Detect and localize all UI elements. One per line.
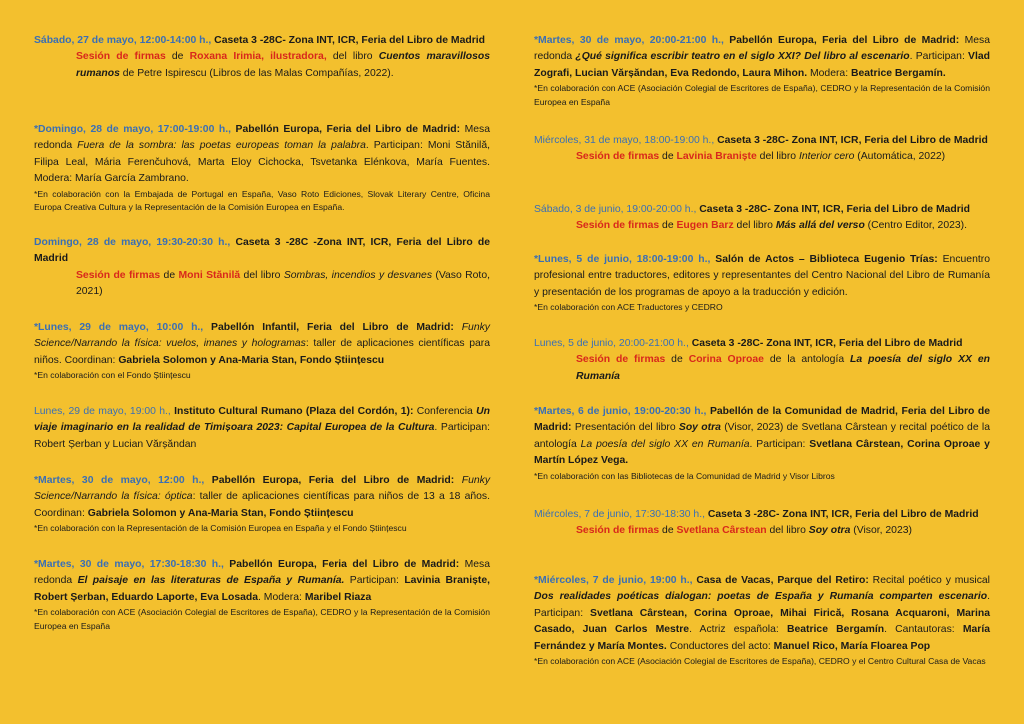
signing-label: Sesión de firmas <box>576 220 660 232</box>
author-name: Lavinia Braniște <box>676 151 757 163</box>
event-place: Pabellón Europa, Feria del Libro de Madrid: <box>223 559 460 570</box>
event-place: Pabellón de la Comunidad de Madrid, Feria del Libro de Madrid: <box>534 406 991 434</box>
event-title: ¿Qué significa escribir teatro en el siglo XXI? Del libro al escenario <box>575 51 910 63</box>
event-date: Lunes, 5 de junio, 20:00-21:00 h., <box>534 338 689 349</box>
collaboration-note: *En colaboración con ACE Traductores y CEDRO <box>534 302 723 313</box>
book-title: Soy otra <box>678 422 721 434</box>
signing-label: Sesión de firmas <box>76 269 161 281</box>
event-entry: *Domingo, 28 de mayo, 17:00-19:00 h., Pabellón Europa, Feria del Libro de Madrid: Mesa redonda Fuera de la sombra: las poetas europeas toman la palabra. Participan: Moni Stănilă, Filipa Leal, Mária Ferenčuhová, Marta Eloy Cichocka, Tsvetanka Elénkova, María Fuentes. Modera: María García Zambrano. *En colaboración con la Embajada de Portugal en España, Vaso Roto Ediciones, Slovak Literary Centre, Oficina Europa Creativa Cultura y la Representación de la Comisión Europea en España. <box>34 122 490 215</box>
collaboration-note: *En colaboración con la Representación de la Comisión Europea en España y el Fondo Științescu <box>34 523 407 534</box>
coordinators: Gabriela Solomon y Ana-Maria Stan, Fondo Științescu <box>87 507 354 519</box>
moderator: Maribel Riaza <box>304 591 372 603</box>
event-title: Un viaje imaginario en la realidad de Timișoara 2023: Capital Europea de la Cultura <box>34 406 490 434</box>
coordinators: Gabriela Solomon y Ana-Maria Stan, Fondo Științescu <box>118 354 385 366</box>
event-date: Sábado, 27 de mayo, 12:00-14:00 h., <box>34 35 212 46</box>
event-entry: *Martes, 30 de mayo, 20:00-21:00 h., Pabellón Europa, Feria del Libro de Madrid: Mesa redonda ¿Qué significa escribir teatro en el siglo XXI? Del libro al escenario. Participan: Vlad Zografi, Lucian Vărșăndan, Eva Redondo, Laura Mihon. Modera: Beatrice Bergamín. *En colaboración con ACE (Asociación Colegial de Escritores de España), CEDRO y la Representación de la Comisión Europea en España <box>534 33 990 109</box>
event-date: Miércoles, 31 de mayo, 18:00-19:00 h., <box>534 135 715 146</box>
event-title: Funky Science/Narrando la física: vuelos, imanes y hologramas <box>34 322 490 350</box>
event-title: El paisaje en las literaturas de España y Rumanía. <box>77 575 345 587</box>
event-place: Caseta 3 -28C- Zona INT, ICR, Feria del Libro de Madrid <box>211 35 485 46</box>
event-place: Pabellón Europa, Feria del Libro de Madrid: <box>231 124 461 135</box>
event-place: Caseta 3 -28C- Zona INT, ICR, Feria del Libro de Madrid <box>704 509 979 520</box>
event-entry: Sábado, 27 de mayo, 12:00-14:00 h., Caseta 3 -28C- Zona INT, ICR, Feria del Libro de Madrid Sesión de firmas de Roxana Irimia, ilustradora, del libro Cuentos maravillosos rumanos de Petre Ispirescu (Libros de las Malas Compañías, 2022). <box>34 35 490 79</box>
event-place: Pabellón Europa, Feria del Libro de Madrid: <box>723 35 960 46</box>
book-title: La poesía del siglo XX en Rumanía <box>576 354 990 382</box>
collaboration-note: *En colaboración con ACE (Asociación Colegial de Escritores de España), CEDRO y la Representación de la Comisión Europea en España <box>34 607 490 631</box>
collaboration-note: *En colaboración con el Fondo Științescu <box>34 370 191 381</box>
anthology-title: La poesía del siglo XX en Rumanía <box>580 438 750 450</box>
participants: Lavinia Braniște, Robert Șerban, Eduardo Laporte, Eva Losada <box>34 575 490 603</box>
participants: Svetlana Cârstean, Corina Oproae, Mihai Firică, Rosana Acquaroni, Marina Casado, Juan Carlos Mestre <box>534 607 990 636</box>
event-date: *Domingo, 28 de mayo, 17:00-19:00 h., <box>34 124 231 135</box>
moderator: Beatrice Bergamín. <box>851 67 946 79</box>
collaboration-note: *En colaboración con las Bibliotecas de la Comunidad de Madrid y Visor Libros <box>534 470 835 481</box>
author-name: Svetlana Cârstean <box>676 525 767 537</box>
event-entry: *Martes, 30 de mayo, 17:30-18:30 h., Pabellón Europa, Feria del Libro de Madrid: Mesa redonda El paisaje en las literaturas de España y Rumanía. Participan: Lavinia Braniște, Robert Șerban, Eduardo Laporte, Eva Losada. Modera: Maribel Riaza *En colaboración con ACE (Asociación Colegial de Escritores de España), CEDRO y la Representación de la Comisión Europea en España <box>34 557 490 633</box>
book-title: Soy otra <box>808 525 851 537</box>
hosts: Manuel Rico, María Floarea Pop <box>773 640 931 652</box>
signing-label: Sesión de firmas <box>76 51 166 63</box>
author-name: Corina Oproae <box>688 354 764 366</box>
event-place: Caseta 3 -28C- Zona INT, ICR, Feria del Libro de Madrid <box>714 135 988 146</box>
event-date: *Martes, 30 de mayo, 17:30-18:30 h., <box>34 559 224 570</box>
event-title: Dos realidades poéticas dialogan: poetas de España y Rumanía comparten escenario <box>534 591 988 603</box>
author-name: Eugen Barz <box>676 220 734 232</box>
singers: María Fernández y María Montes. <box>534 624 990 652</box>
event-date: *Martes, 30 de mayo, 12:00 h., <box>34 475 205 486</box>
participants: Svetlana Cârstean, Corina Oproae y Martín López Vega. <box>534 438 990 467</box>
book-title: Más allá del verso <box>775 220 865 232</box>
event-place: Pabellón Europa, Feria del Libro de Madrid: <box>204 475 455 486</box>
event-date: Lunes, 29 de mayo, 19:00 h., <box>34 406 171 417</box>
signing-label: Sesión de firmas <box>576 354 666 366</box>
actress: Beatrice Bergamín <box>786 624 885 636</box>
event-entry: *Lunes, 5 de junio, 18:00-19:00 h., Salón de Actos – Biblioteca Eugenio Trías: Encuentro profesional entre traductores, editores y representantes del Centro Nacional del Libro de Rumanía y presentación de los programas de apoyo a la traducción y edición. *En colaboración con ACE Traductores y CEDRO <box>534 252 990 315</box>
event-entry: Lunes, 29 de mayo, 19:00 h., Instituto Cultural Rumano (Plaza del Cordón, 1): Conferencia Un viaje imaginario en la realidad de Timișoara 2023: Capital Europea de la Cultura. Participan: Robert Șerban y Lucian Vărșăndan <box>34 406 490 450</box>
event-entry: *Lunes, 29 de mayo, 10:00 h., Pabellón Infantil, Feria del Libro de Madrid: Funky Science/Narrando la física: vuelos, imanes y hologramas: taller de aplicaciones científicas para niños. Coordinan: Gabriela Solomon y Ana-Maria Stan, Fondo Științescu *En colaboración con el Fondo Științescu <box>34 320 490 383</box>
event-place: Salón de Actos – Biblioteca Eugenio Trías: <box>710 254 938 265</box>
event-date: *Lunes, 29 de mayo, 10:00 h., <box>34 322 204 333</box>
event-entry: Sábado, 3 de junio, 19:00-20:00 h., Caseta 3 -28C- Zona INT, ICR, Feria del Libro de Madrid Sesión de firmas de Eugen Barz del libro Más allá del verso (Centro Editor, 2023). <box>534 204 971 232</box>
event-place: Caseta 3 -28C- Zona INT, ICR, Feria del Libro de Madrid <box>688 338 963 349</box>
event-date: *Lunes, 5 de junio, 18:00-19:00 h., <box>534 254 711 265</box>
book-title: Interior cero <box>798 151 855 163</box>
signing-label: Sesión de firmas <box>576 525 660 537</box>
event-entry: *Martes, 6 de junio, 19:00-20:30 h., Pabellón de la Comunidad de Madrid, Feria del Libro de Madrid: Presentación del libro Soy otra (Visor, 2023) de Svetlana Cârstean y recital poético de la antología La poesía del siglo XX en Rumanía. Participan: Svetlana Cârstean, Corina Oproae y Martín López Vega. *En colaboración con las Bibliotecas de la Comunidad de Madrid y Visor Libros <box>534 404 990 483</box>
event-date: *Miércoles, 7 de junio, 19:00 h., <box>534 575 693 586</box>
event-date: *Martes, 30 de mayo, 20:00-21:00 h., <box>534 35 724 46</box>
event-entry: Miércoles, 31 de mayo, 18:00-19:00 h., Caseta 3 -28C- Zona INT, ICR, Feria del Libro de Madrid Sesión de firmas de Lavinia Braniște del libro Interior cero (Automática, 2022) <box>534 135 988 163</box>
participants: Vlad Zografi, Lucian Vărșăndan, Eva Redondo, Laura Mihon. <box>534 51 990 79</box>
event-place: Caseta 3 -28C- Zona INT, ICR, Feria del Libro de Madrid <box>696 204 971 215</box>
event-place: Instituto Cultural Rumano (Plaza del Cordón, 1): <box>170 406 414 417</box>
signing-label: Sesión de firmas <box>576 151 660 163</box>
event-date: Sábado, 3 de junio, 19:00-20:00 h., <box>534 204 697 215</box>
author-name: Moni Stănilă <box>178 269 241 281</box>
book-title: Sombras, incendios y desvanes <box>283 269 433 281</box>
event-place: Casa de Vacas, Parque del Retiro: <box>692 575 869 586</box>
event-title: Fuera de la sombra: las poetas europeas toman la palabra <box>77 140 366 152</box>
book-title: Cuentos maravillosos rumanos <box>76 51 490 79</box>
author-name: Roxana Irimia, ilustradora, <box>189 51 327 63</box>
event-place: Caseta 3 -28C -Zona INT, ICR, Feria del Libro de Madrid <box>34 237 490 265</box>
event-date: *Martes, 6 de junio, 19:00-20:30 h., <box>534 406 707 417</box>
collaboration-note: *En colaboración con ACE (Asociación Colegial de Escritores de España), CEDRO y la Representación de la Comisión Europea en España <box>534 83 990 107</box>
event-entry: Domingo, 28 de mayo, 19:30-20:30 h., Caseta 3 -28C -Zona INT, ICR, Feria del Libro de Madrid Sesión de firmas de Moni Stănilă del libro Sombras, incendios y desvanes (Vaso Roto, 2021) <box>34 237 490 298</box>
event-entry: *Martes, 30 de mayo, 12:00 h., Pabellón Europa, Feria del Libro de Madrid: Funky Science/Narrando la física: óptica: taller de aplicaciones científicas para niños de 13 a 18 años. Coordinan: Gabriela Solomon y Ana-Maria Stan, Fondo Științescu *En colaboración con la Representación de la Comisión Europea en España y el Fondo Științescu <box>34 473 490 536</box>
event-date: Domingo, 28 de mayo, 19:30-20:30 h., <box>34 237 231 248</box>
event-entry: *Miércoles, 7 de junio, 19:00 h., Casa de Vacas, Parque del Retiro: Recital poético y musical Dos realidades poéticas dialogan: poetas de España y Rumanía comparten escenario. Participan: Svetlana Cârstean, Corina Oproae, Mihai Firică, Rosana Acquaroni, Marina Casado, Juan Carlos Mestre. Actriz española: Beatrice Bergamín. Cantautoras: María Fernández y María Montes. Conductores del acto: Manuel Rico, María Floarea Pop *En colaboración con ACE (Asociación Colegial de Escritores de España), CEDRO y el Centro Cultural Casa de Vacas <box>534 573 990 669</box>
event-date: Miércoles, 7 de junio, 17:30-18:30 h., <box>534 509 705 520</box>
event-entry: Miércoles, 7 de junio, 17:30-18:30 h., Caseta 3 -28C- Zona INT, ICR, Feria del Libro de Madrid Sesión de firmas de Svetlana Cârstean del libro Soy otra (Visor, 2023) <box>534 509 979 537</box>
event-title: Funky Science/Narrando la física: óptica <box>34 475 491 503</box>
event-place: Pabellón Infantil, Feria del Libro de Madrid: <box>203 322 454 333</box>
collaboration-note: *En colaboración con la Embajada de Portugal en España, Vaso Roto Ediciones, Slovak Literary Centre, Oficina Europa Creativa Cultura y la Representación de la Comisión Europea en España. <box>34 188 490 213</box>
event-entry: Lunes, 5 de junio, 20:00-21:00 h., Caseta 3 -28C- Zona INT, ICR, Feria del Libro de Madrid Sesión de firmas de Corina Oproae de la antología La poesía del siglo XX en Rumanía <box>534 338 990 382</box>
collaboration-note: *En colaboración con ACE (Asociación Colegial de Escritores de España), CEDRO y el Centro Cultural Casa de Vacas <box>534 656 986 667</box>
